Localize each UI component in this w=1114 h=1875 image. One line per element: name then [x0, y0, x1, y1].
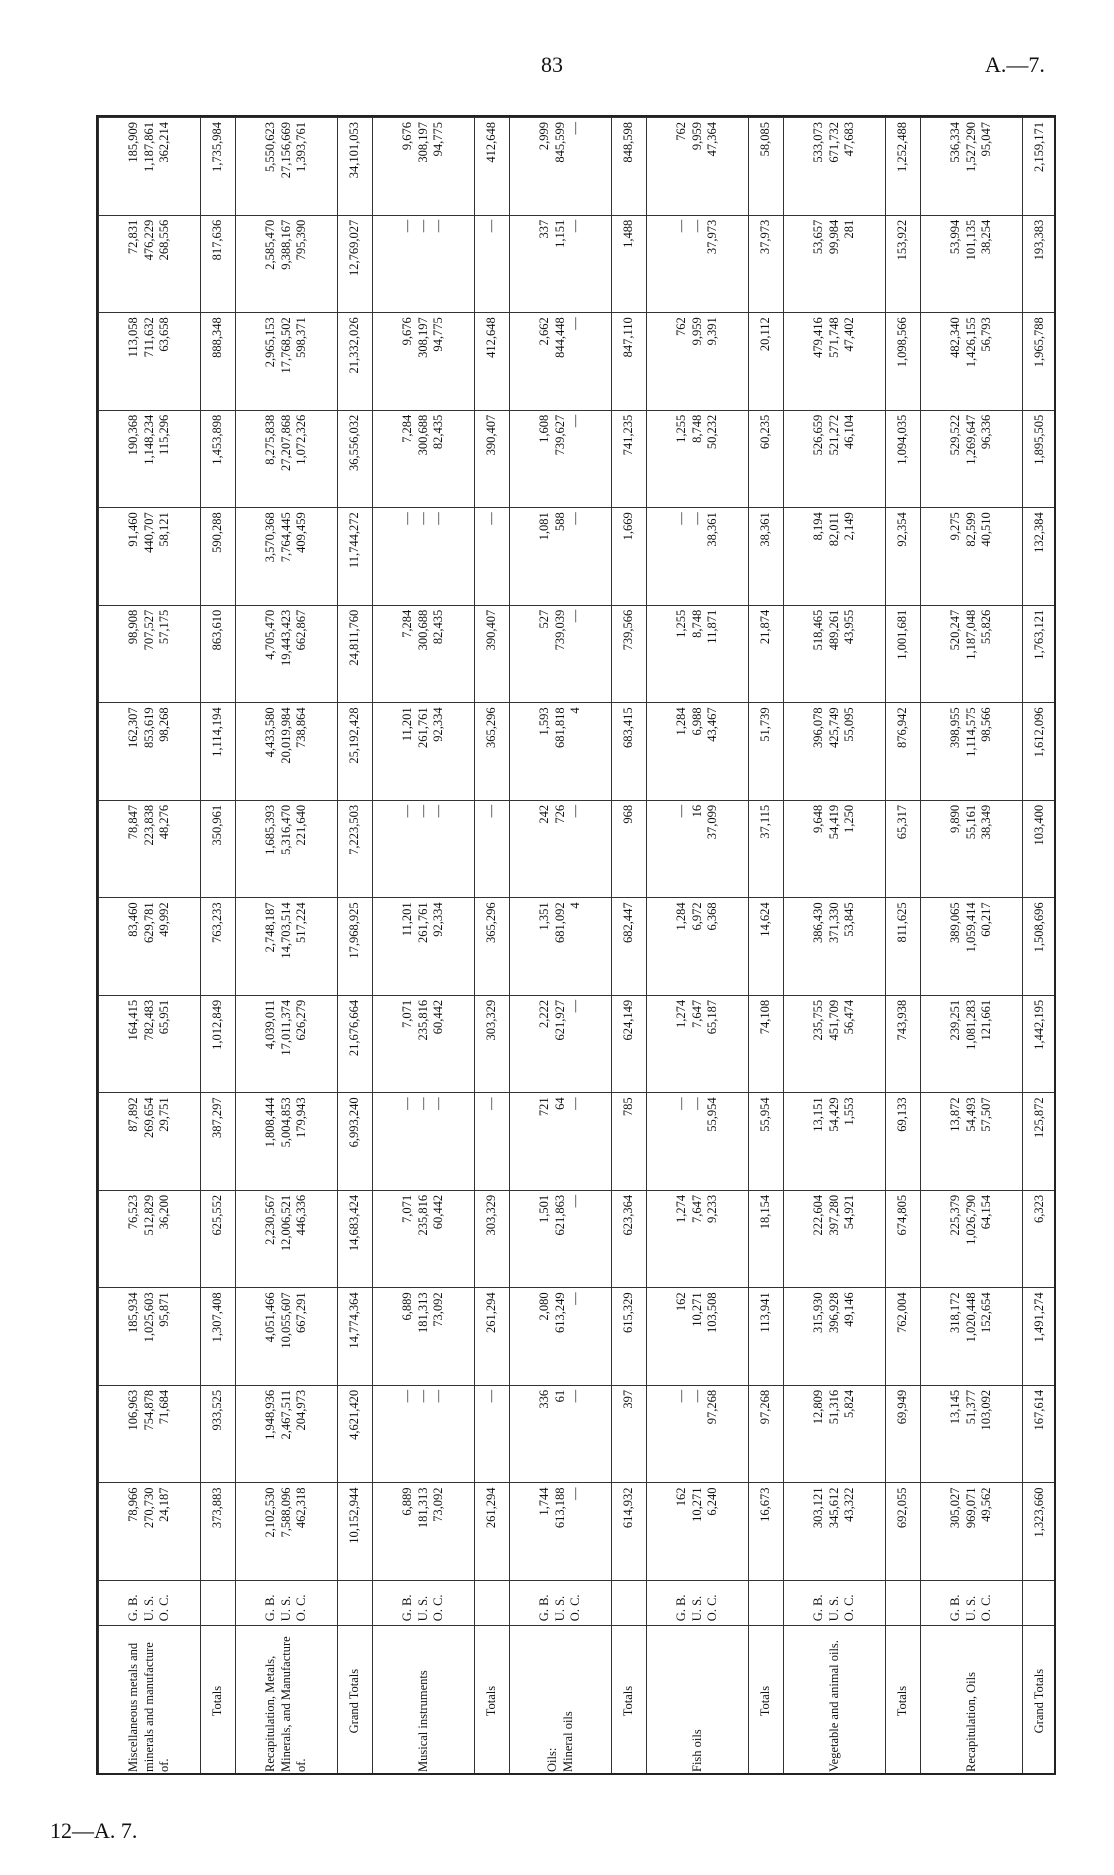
table-cell: 4,039,011 17,011,374 626,279	[236, 995, 338, 1093]
table-cell: 242 726 —	[510, 800, 612, 898]
table-cell: 876,942	[886, 703, 921, 801]
table-cell: —	[475, 215, 510, 313]
table-cell: 1,508,696	[1023, 898, 1057, 996]
totals-row	[612, 118, 647, 1776]
table-cell: 968	[612, 800, 647, 898]
table-cell: 162 10,271 103,508	[647, 1288, 749, 1386]
country-codes: G. B. U. S. O. C.	[784, 1580, 886, 1625]
table-cell: 527 739,039 —	[510, 605, 612, 703]
table-cell: 4,433,580 20,019,984 738,864	[236, 703, 338, 801]
table-cell: 739,566	[612, 605, 647, 703]
table-cell: 58,085	[749, 118, 784, 216]
table-cell: — 16 37,099	[647, 800, 749, 898]
table-cell: 1,501 621,863 —	[510, 1190, 612, 1288]
table-cell: 65,317	[886, 800, 921, 898]
table-cell: 91,460 440,707 58,121	[99, 508, 201, 606]
table-cell: 11,201 261,761 92,334	[373, 898, 475, 996]
table-cell: 2,965,153 17,768,502 598,371	[236, 313, 338, 411]
table-cell: 106,963 754,878 71,684	[99, 1385, 201, 1483]
table-cell: 386,430 371,330 53,845	[784, 898, 886, 996]
table-cell: 4,051,466 10,055,607 667,291	[236, 1288, 338, 1386]
table-cell: 785	[612, 1093, 647, 1191]
table-cell: 83,460 629,781 49,992	[99, 898, 201, 996]
table-cell: — — —	[373, 800, 475, 898]
table-cell: 37,973	[749, 215, 784, 313]
table-cell: 38,361	[749, 508, 784, 606]
table-cell: 847,110	[612, 313, 647, 411]
country-codes	[338, 1580, 373, 1625]
table-cell: 21,332,026	[338, 313, 373, 411]
table-cell: —	[475, 1093, 510, 1191]
table-cell: 2,748,187 14,703,514 517,224	[236, 898, 338, 996]
table-cell: 53,657 99,984 281	[784, 215, 886, 313]
table-cell: 17,968,925	[338, 898, 373, 996]
category-row	[510, 118, 612, 1776]
table-cell: 7,071 235,816 60,442	[373, 1190, 475, 1288]
table-cell: — — 38,361	[647, 508, 749, 606]
table-cell: 741,235	[612, 410, 647, 508]
document-reference: A.—7.	[985, 52, 1045, 77]
table-cell: 14,683,424	[338, 1190, 373, 1288]
table-cell: 303,121 345,612 43,322	[784, 1483, 886, 1581]
table-cell: 8,194 82,011 2,149	[784, 508, 886, 606]
table-cell: 25,192,428	[338, 703, 373, 801]
table-cell: 817,636	[201, 215, 236, 313]
table-cell: 1,098,566	[886, 313, 921, 411]
table-cell: 69,133	[886, 1093, 921, 1191]
totals-row	[201, 118, 236, 1776]
table-cell: 811,625	[886, 898, 921, 996]
table-cell: 721 64 —	[510, 1093, 612, 1191]
table-cell: 9,890 55,161 38,349	[921, 800, 1023, 898]
rotated-table-content	[98, 117, 1056, 1775]
table-cell: 7,284 300,688 82,435	[373, 410, 475, 508]
table-cell: 1,442,195	[1023, 995, 1057, 1093]
table-cell: 12,809 51,316 5,824	[784, 1385, 886, 1483]
table-cell: 1,488	[612, 215, 647, 313]
table-cell: 162 10,271 6,240	[647, 1483, 749, 1581]
country-codes	[749, 1580, 784, 1625]
table-cell: 13,151 54,429 1,553	[784, 1093, 886, 1191]
table-cell: 2,080 613,249 —	[510, 1288, 612, 1386]
table-cell: —	[475, 1385, 510, 1483]
table-cell: 24,811,760	[338, 605, 373, 703]
country-codes: G. B. U. S. O. C.	[99, 1580, 201, 1625]
table-cell: — — 37,973	[647, 215, 749, 313]
table-cell: 1,608 739,627 —	[510, 410, 612, 508]
table-cell: 397	[612, 1385, 647, 1483]
table-cell: 762 9,959 47,364	[647, 118, 749, 216]
country-codes: G. B. U. S. O. C.	[510, 1580, 612, 1625]
table-cell: 153,922	[886, 215, 921, 313]
table-cell: 2,159,171	[1023, 118, 1057, 216]
table-cell: 92,354	[886, 508, 921, 606]
table-cell: 1,763,121	[1023, 605, 1057, 703]
table-cell: 848,598	[612, 118, 647, 216]
row-label: Totals	[475, 1626, 510, 1775]
table-cell: 6,889 181,313 73,092	[373, 1288, 475, 1386]
table-cell: 6,323	[1023, 1190, 1057, 1288]
table-cell: 36,556,032	[338, 410, 373, 508]
table-cell: 692,055	[886, 1483, 921, 1581]
row-label: Grand Totals	[338, 1626, 373, 1775]
table-cell: 193,383	[1023, 215, 1057, 313]
row-label: Recapitulation, Metals, Minerals, and Manufacture of.	[236, 1626, 338, 1775]
country-codes: G. B. U. S. O. C.	[373, 1580, 475, 1625]
table-cell: 398,955 1,114,575 98,566	[921, 703, 1023, 801]
table-cell: 55,954	[749, 1093, 784, 1191]
table-cell: 1,094,035	[886, 410, 921, 508]
table-cell: 303,329	[475, 1190, 510, 1288]
table-cell: 365,296	[475, 703, 510, 801]
table-cell: 1,593 681,818 4	[510, 703, 612, 801]
table-cell: 1,948,936 2,467,511 204,973	[236, 1385, 338, 1483]
table-cell: 125,872	[1023, 1093, 1057, 1191]
table-cell: 261,294	[475, 1288, 510, 1386]
table-cell: 625,552	[201, 1190, 236, 1288]
table-cell: 396,078 425,749 55,095	[784, 703, 886, 801]
table-cell: 103,400	[1023, 800, 1057, 898]
table-cell: 479,416 571,748 47,402	[784, 313, 886, 411]
table-cell: 682,447	[612, 898, 647, 996]
table-cell: 1,612,096	[1023, 703, 1057, 801]
table-cell: 1,323,660	[1023, 1483, 1057, 1581]
table-cell: 390,407	[475, 410, 510, 508]
table-cell: 1,669	[612, 508, 647, 606]
table-cell: 74,108	[749, 995, 784, 1093]
table-cell: 37,115	[749, 800, 784, 898]
totals-row	[886, 118, 921, 1776]
table-cell: 5,550,623 27,156,669 1,393,761	[236, 118, 338, 216]
table-cell: 1,255 8,748 11,871	[647, 605, 749, 703]
totals-row	[338, 118, 373, 1776]
table-cell: — — —	[373, 1385, 475, 1483]
table-cell: 261,294	[475, 1483, 510, 1581]
category-row	[373, 118, 475, 1776]
table-cell: 1,965,788	[1023, 313, 1057, 411]
country-codes	[612, 1580, 647, 1625]
table-cell: 763,233	[201, 898, 236, 996]
table-cell: 2,585,470 9,388,167 795,390	[236, 215, 338, 313]
table-cell: 162,307 853,619 98,268	[99, 703, 201, 801]
table-cell: —	[475, 508, 510, 606]
table-cell: 1,001,681	[886, 605, 921, 703]
table-cell: 305,027 969,071 49,562	[921, 1483, 1023, 1581]
table-cell: 60,235	[749, 410, 784, 508]
table-cell: 225,379 1,026,790 64,154	[921, 1190, 1023, 1288]
table-cell: 520,247 1,187,048 55,826	[921, 605, 1023, 703]
table-cell: 373,883	[201, 1483, 236, 1581]
table-cell: 1,012,849	[201, 995, 236, 1093]
table-cell: 78,966 270,730 24,187	[99, 1483, 201, 1581]
table-cell: 683,415	[612, 703, 647, 801]
table-cell: 1,284 6,988 43,467	[647, 703, 749, 801]
table-cell: 10,152,944	[338, 1483, 373, 1581]
table-cell: 113,058 711,632 63,658	[99, 313, 201, 411]
table-cell: 674,805	[886, 1190, 921, 1288]
table-cell: 13,872 54,493 57,507	[921, 1093, 1023, 1191]
row-label: Totals	[749, 1626, 784, 1775]
table-cell: 34,101,053	[338, 118, 373, 216]
row-label: Musical instruments	[373, 1626, 475, 1775]
table-cell: 412,648	[475, 313, 510, 411]
table-cell: 1,252,488	[886, 118, 921, 216]
table-cell: 1,081 588 —	[510, 508, 612, 606]
table-cell: 2,102,530 7,588,096 462,318	[236, 1483, 338, 1581]
table-cell: 624,149	[612, 995, 647, 1093]
table-cell: 615,329	[612, 1288, 647, 1386]
country-codes	[475, 1580, 510, 1625]
table-cell: 167,614	[1023, 1385, 1057, 1483]
table-cell: 87,892 269,654 29,751	[99, 1093, 201, 1191]
table-cell: 14,624	[749, 898, 784, 996]
country-codes: G. B. U. S. O. C.	[921, 1580, 1023, 1625]
table-cell: — — —	[373, 1093, 475, 1191]
table-cell: 16,673	[749, 1483, 784, 1581]
table-cell: 933,525	[201, 1385, 236, 1483]
table-cell: 51,739	[749, 703, 784, 801]
table-cell: 1,255 8,748 50,232	[647, 410, 749, 508]
table-cell: 11,201 261,761 92,334	[373, 703, 475, 801]
table-cell: 13,145 51,377 103,092	[921, 1385, 1023, 1483]
table-cell: 590,288	[201, 508, 236, 606]
table-cell: 529,522 1,269,647 96,336	[921, 410, 1023, 508]
table-cell: 1,274 7,647 65,187	[647, 995, 749, 1093]
table-cell: 6,889 181,313 73,092	[373, 1483, 475, 1581]
table-cell: 21,676,664	[338, 995, 373, 1093]
table-cell: 21,874	[749, 605, 784, 703]
totals-row	[1023, 118, 1057, 1776]
category-row	[99, 118, 201, 1776]
table-cell: 533,073 671,732 47,683	[784, 118, 886, 216]
table-cell: 98,908 707,527 57,175	[99, 605, 201, 703]
country-codes: G. B. U. S. O. C.	[236, 1580, 338, 1625]
table-cell: —	[475, 800, 510, 898]
table-cell: — — 55,954	[647, 1093, 749, 1191]
table-cell: 315,930 396,928 49,146	[784, 1288, 886, 1386]
table-cell: 76,523 512,829 36,200	[99, 1190, 201, 1288]
table-cell: 2,222 621,927 —	[510, 995, 612, 1093]
table-cell: 1,735,984	[201, 118, 236, 216]
table-cell: 7,284 300,688 82,435	[373, 605, 475, 703]
row-label: Miscellaneous metals and minerals and manufacture of.	[99, 1626, 201, 1775]
category-row	[236, 118, 338, 1776]
table-cell: 69,949	[886, 1385, 921, 1483]
country-codes	[886, 1580, 921, 1625]
table-cell: 53,994 101,135 38,254	[921, 215, 1023, 313]
table-cell: 14,774,364	[338, 1288, 373, 1386]
totals-row	[475, 118, 510, 1776]
row-label: Fish oils	[647, 1626, 749, 1775]
table-cell: 9,676 308,197 94,775	[373, 313, 475, 411]
row-label: Oils: Mineral oils	[510, 1626, 612, 1775]
table-cell: 11,744,272	[338, 508, 373, 606]
table-cell: 336 61 —	[510, 1385, 612, 1483]
table-cell: 1,744 613,188 —	[510, 1483, 612, 1581]
table-cell: 623,364	[612, 1190, 647, 1288]
table-cell: 762 9,959 9,391	[647, 313, 749, 411]
table-cell: 9,676 308,197 94,775	[373, 118, 475, 216]
category-row	[647, 118, 749, 1776]
table-cell: 863,610	[201, 605, 236, 703]
table-cell: 9,275 82,599 40,510	[921, 508, 1023, 606]
table-cell: 888,348	[201, 313, 236, 411]
totals-row	[749, 118, 784, 1776]
table-cell: 318,172 1,020,448 152,654	[921, 1288, 1023, 1386]
table-cell: 8,275,838 27,207,868 1,072,326	[236, 410, 338, 508]
table-cell: 614,932	[612, 1483, 647, 1581]
table-cell: 222,604 397,280 54,921	[784, 1190, 886, 1288]
table-cell: 18,154	[749, 1190, 784, 1288]
table-cell: 4,621,420	[338, 1385, 373, 1483]
page-footer-reference: 12—A. 7.	[50, 1818, 138, 1843]
country-codes	[201, 1580, 236, 1625]
table-cell: 1,895,505	[1023, 410, 1057, 508]
table-cell: 239,251 1,081,283 121,661	[921, 995, 1023, 1093]
table-cell: 132,384	[1023, 508, 1057, 606]
table-cell: 350,961	[201, 800, 236, 898]
table-cell: 1,351 681,092 4	[510, 898, 612, 996]
table-cell: 12,769,027	[338, 215, 373, 313]
table-cell: 365,296	[475, 898, 510, 996]
table-cell: 303,329	[475, 995, 510, 1093]
row-label: Totals	[886, 1626, 921, 1775]
table-cell: 6,993,240	[338, 1093, 373, 1191]
table-cell: 387,297	[201, 1093, 236, 1191]
row-label: Grand Totals	[1023, 1626, 1057, 1775]
table-cell: 337 1,151 —	[510, 215, 612, 313]
table-cell: — — —	[373, 215, 475, 313]
country-codes	[1023, 1580, 1057, 1625]
page-number: 83	[541, 52, 563, 77]
table-cell: 412,648	[475, 118, 510, 216]
table-cell: 1,274 7,647 9,233	[647, 1190, 749, 1288]
table-cell: 78,847 223,838 48,276	[99, 800, 201, 898]
table-cell: 1,808,444 5,004,853 179,943	[236, 1093, 338, 1191]
table-cell: 185,909 1,187,861 362,214	[99, 118, 201, 216]
table-cell: 7,071 235,816 60,442	[373, 995, 475, 1093]
row-label: Totals	[201, 1626, 236, 1775]
row-label: Totals	[612, 1626, 647, 1775]
table-cell: 7,223,503	[338, 800, 373, 898]
table-cell: 20,112	[749, 313, 784, 411]
table-cell: 389,065 1,059,414 60,217	[921, 898, 1023, 996]
row-label: Vegetable and animal oils.	[784, 1626, 886, 1775]
table-cell: 390,407	[475, 605, 510, 703]
table-cell: 2,230,567 12,006,521 446,336	[236, 1190, 338, 1288]
statistics-table-frame	[96, 115, 1056, 1775]
table-cell: 1,453,898	[201, 410, 236, 508]
table-cell: 9,648 54,419 1,250	[784, 800, 886, 898]
table-cell: 518,465 489,261 43,955	[784, 605, 886, 703]
table-cell: 185,934 1,025,603 95,871	[99, 1288, 201, 1386]
table-cell: 113,941	[749, 1288, 784, 1386]
table-cell: 526,659 521,272 46,104	[784, 410, 886, 508]
table-cell: 1,114,194	[201, 703, 236, 801]
table-cell: — — 97,268	[647, 1385, 749, 1483]
table-cell: 1,491,274	[1023, 1288, 1057, 1386]
table-cell: 1,685,393 5,316,470 221,640	[236, 800, 338, 898]
category-row	[784, 118, 886, 1776]
country-codes: G. B. U. S. O. C.	[647, 1580, 749, 1625]
table-cell: 164,415 782,483 65,951	[99, 995, 201, 1093]
table-cell: 536,334 1,527,290 95,047	[921, 118, 1023, 216]
table-cell: 1,284 6,972 6,368	[647, 898, 749, 996]
table-cell: 4,705,470 19,443,423 662,867	[236, 605, 338, 703]
table-cell: 190,368 1,148,234 115,296	[99, 410, 201, 508]
table-cell: 3,570,368 7,764,445 409,459	[236, 508, 338, 606]
table-cell: 762,004	[886, 1288, 921, 1386]
table-cell: 235,755 451,709 56,474	[784, 995, 886, 1093]
table-cell: 72,831 476,229 268,556	[99, 215, 201, 313]
row-label: Recapitulation, Oils	[921, 1626, 1023, 1775]
table-cell: 97,268	[749, 1385, 784, 1483]
trade-statistics-table	[98, 117, 1056, 1775]
category-row	[921, 118, 1023, 1776]
table-cell: 2,662 844,448 —	[510, 313, 612, 411]
table-cell: — — —	[373, 508, 475, 606]
table-cell: 1,307,408	[201, 1288, 236, 1386]
table-cell: 2,999 845,599 —	[510, 118, 612, 216]
table-cell: 743,938	[886, 995, 921, 1093]
table-cell: 482,340 1,426,155 56,793	[921, 313, 1023, 411]
